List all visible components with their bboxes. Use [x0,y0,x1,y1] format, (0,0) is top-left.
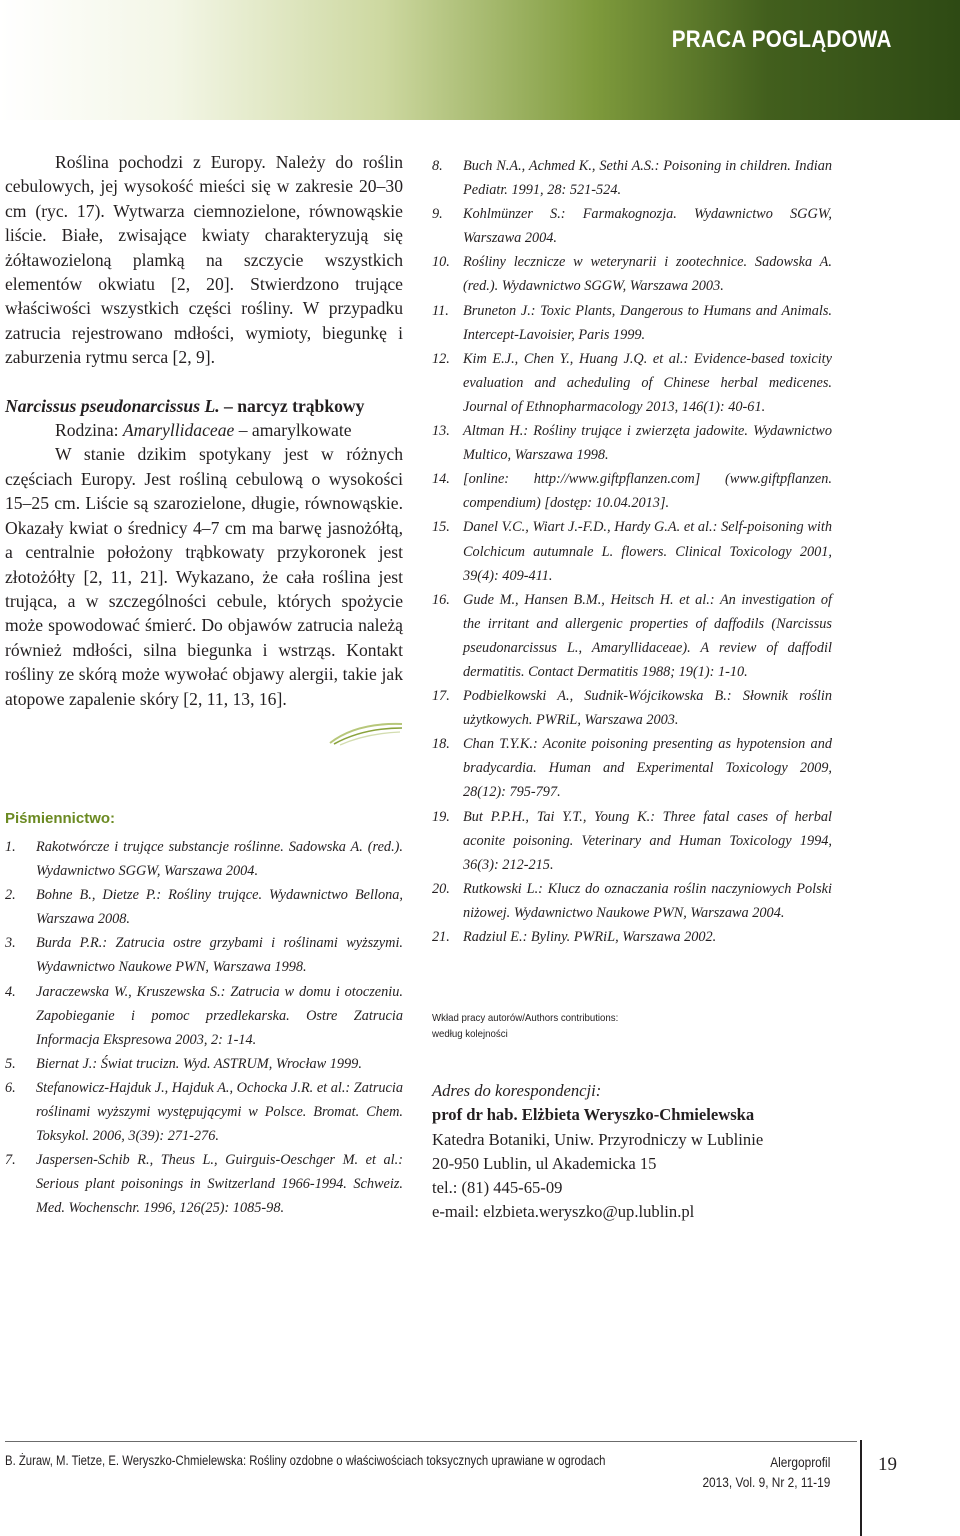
page-number: 19 [878,1454,897,1475]
footer-citation: B. Żuraw, M. Tietze, E. Weryszko-Chmielewska: Rośliny ozdobne o właściwościach toksycznych uprawiane w ogrodach [5,1453,606,1468]
reference-text: Altman H.: Rośliny trujące i zwierzęta jadowite. Wydawnictwo Multico, Warszawa 1998. [463,423,832,464]
reference-number: 12. [432,350,450,367]
article-body-left [5,150,403,711]
reference-number: 15. [432,519,450,536]
reference-list-right [432,154,832,949]
reference-item [432,202,832,250]
journal-name: Alergoprofil [769,1455,830,1470]
reference-number: 14. [432,471,450,488]
body-paragraph: Roślina pochodzi z Europy. Należy do roślin cebulowych, jej wysokość mieści się w zakresie 20–30 cm (ryc. 17). Wytwarza ciemnozielone, równowąskie liście. Białe, zwisające kwiaty charakteryzują się żółtawozieloną plamką na szczycie wszystkich elementów okwiatu [2, 20]. Stwierdzono trujące właściwości wszystkich części rośliny. W przypadku zatrucia rejestrowano mdłości, wymioty, biegunkę i zaburzenia rytmu serca [2, 9]. [5,152,403,368]
reference-item [432,467,832,515]
reference-number: 13. [432,423,450,440]
reference-text: But P.P.H., Tai Y.T., Young K.: Three fatal cases of herbal aconite poisoning. Veterinary and Human Toxicology 1994, 36(3): 212-215. [463,808,832,873]
reference-number: 10. [432,254,450,271]
reference-number: 11. [432,302,449,319]
reference-number: 20. [432,880,450,897]
reference-text: Podbielkowski A., Sudnik-Wójcikowska B.: Słownik roślin użytkowych. PWRiL, Warszawa 2003. [463,688,832,729]
correspondence-name: prof dr hab. Elżbieta Weryszko-Chmielewska [432,1105,755,1125]
family-common-name: – amarylkowate [234,420,352,441]
species-latin-name: Narcissus pseudonarcissus L. [5,395,220,416]
reference-item [432,515,832,587]
reference-number: 1. [5,839,16,855]
reference-number: 8. [432,158,443,174]
reference-number: 3. [5,935,16,952]
reference-item [5,1076,403,1148]
reference-text: Rutkowski L.: Klucz do oznaczania roślin naczyniowych Polski niżowej. Wydawnictwo Naukowe PWN, Warszawa 2004. [463,880,832,921]
correspondence-phone: tel.: (81) 445-65-09 [432,1178,563,1198]
bibliography-heading: Piśmiennictwo: [5,810,116,827]
reference-item [5,883,403,931]
reference-item [5,1052,403,1076]
reference-item [432,154,832,202]
reference-number: 18. [432,736,450,753]
reference-number: 7. [5,1152,16,1169]
reference-item [5,835,403,883]
reference-item [432,732,832,804]
family-label: Rodzina: [55,420,123,441]
body-paragraph: W stanie dzikim spotykany jest w różnych częściach Europy. Jest rośliną cebulową o wysokości 15–25 cm. Liście są szarozielone, długie, równowąskie. Okazały kwiat o średnicy 4–7 cm ma barwę jasnożółtą, a centralnie położony trąbkowaty przykoronek jest złotożółty [2, 11, 21]. Wykazano, że cała roślina jest trująca, a w szczególności cebule, których spożycie może spowodować śmierć. Do objawów zatrucia należą również mdłości, silna biegunka i wstrząs. Kontakt rośliny ze skórą może wywołać objawy alergii, takie jak atopowe zapalenie skóry [2, 11, 13, 16]. [5,444,403,709]
author-contributions [432,1010,752,1042]
family-latin-name: Amaryllidaceae [122,420,235,441]
reference-text: Burda P.R.: Zatrucia ostre grzybami i roślinami wyższymi. Wydawnictwo Naukowe PWN, Warszawa 1998. [36,935,403,976]
reference-number: 16. [432,591,450,608]
contributions-value: według kolejności [432,1028,508,1040]
reference-text: Danel V.C., Wiart J.-F.D., Hardy G.A. et al.: Self-poisoning with Colchicum autumnale L. flowers. Clinical Toxicology 2001, 39(4): 409-411. [463,519,832,584]
footer-journal-info [685,1453,830,1493]
reference-item [432,877,832,925]
reference-text: Biernat J.: Świat trucizn. Wyd. ASTRUM, Wrocław 1999. [36,1055,362,1072]
reference-item [432,805,832,877]
reference-number: 5. [5,1055,16,1072]
reference-list-left [5,835,403,1221]
reference-text: Kim E.J., Chen Y., Huang J.Q. et al.: Evidence-based toxicity evaluation and acheduling of Chinese herbal medicenes. Journal of Ethnopharmacology 2013, 146(1): 40-61. [463,350,832,415]
reference-number: 6. [5,1079,16,1096]
species-heading [5,394,403,418]
reference-text: Rakotwórcze i trujące substancje roślinne. Sadowska A. (red.). Wydawnictwo SGGW, Warszawa 2004. [36,839,403,880]
family-line [5,418,403,442]
reference-item [432,925,832,949]
correspondence-address: 20-950 Lublin, ul Akademicka 15 [432,1153,657,1173]
reference-item [432,419,832,467]
reference-item [5,980,403,1052]
species-common-name: narcyz trąbkowy [237,395,365,416]
reference-item [432,299,832,347]
reference-item [5,931,403,979]
reference-item [5,1148,403,1220]
header-band [0,0,960,120]
reference-text: Buch N.A., Achmed K., Sethi A.S.: Poisoning in children. Indian Pediatr. 1991, 28: 521-524. [463,158,832,199]
reference-text: Chan T.Y.K.: Aconite poisoning presenting as hypotension and bradycardia. Human and Experimental Toxicology 2009, 28(12): 795-797. [463,736,832,801]
reference-text: Gude M., Hansen B.M., Heitsch H. et al.: An investigation of the irritant and allergenic properties of daffodils (Narcissus pseudonarcissus L., Amaryllidaceae). A review of daffodil dermatitis. Contact Dermatitis 1988; 19(1): 1-10. [463,591,832,680]
journal-volume: 2013, Vol. 9, Nr 2, 11-19 [702,1475,830,1490]
contributions-label: Wkład pracy autorów/Authors contributions: [432,1012,619,1024]
reference-text: Jaraczewska W., Kruszewska S.: Zatrucia w domu i otoczeniu. Zapobieganie i pomoc przedlekarska. Ostre Zatrucia Informacja Ekspresowa 2003, 2: 1-14. [36,983,403,1048]
reference-text: Radziul E.: Byliny. PWRiL, Warszawa 2002. [463,929,717,945]
section-label: PRACA POGLĄDOWA [672,26,892,53]
reference-item [432,250,832,298]
reference-text: Stefanowicz-Hajduk J., Hajduk A., Ochocka J.R. et al.: Zatrucia roślinami wyższymi występującymi w Polsce. Bromat. Chem. Toksykol. 2006, 3(39): 271-276. [36,1079,404,1145]
reference-number: 2. [5,887,16,904]
correspondence-department: Katedra Botaniki, Uniw. Przyrodniczy w Lublinie [432,1129,764,1149]
species-separator: – [219,395,238,416]
reference-number: 4. [5,983,16,1000]
leaf-ornament-icon [326,717,404,747]
reference-item [432,684,832,732]
reference-text: Bruneton J.: Toxic Plants, Dangerous to Humans and Animals. Intercept-Lavoisier, Paris 1999. [463,302,832,343]
reference-number: 19. [432,808,450,825]
reference-text: Jaspersen-Schib R., Theus L., Guirguis-Oeschger M. et al.: Serious plant poisonings in Switzerland 1966-1994. Schweiz. Med. Wochenschr. 1996, 126(25): 1085-98. [36,1152,403,1217]
footer-vertical-rule [860,1440,862,1536]
reference-item [432,347,832,419]
reference-text: [online: http://www.giftpflanzen.com] (www.giftpflanzen. compendium) [dostęp: 10.04.2013]. [463,471,832,512]
reference-text: Rośliny lecznicze w weterynarii i zootechnice. Sadowska A. (red.). Wydawnictwo SGGW, Warszawa 2003. [463,254,832,295]
footer-divider [5,1441,857,1442]
correspondence-heading: Adres do korespondencji: [432,1081,602,1100]
reference-item [432,588,832,684]
reference-text: Kohlmünzer S.: Farmakognozja. Wydawnictwo SGGW, Warszawa 2004. [463,206,832,247]
correspondence-email: e-mail: elzbieta.weryszko@up.lublin.pl [432,1202,695,1222]
correspondence-block [432,1079,852,1225]
reference-number: 17. [432,688,450,705]
reference-text: Bohne B., Dietze P.: Rośliny trujące. Wydawnictwo Bellona, Warszawa 2008. [36,887,403,928]
reference-number: 21. [432,929,450,945]
reference-number: 9. [432,206,443,223]
